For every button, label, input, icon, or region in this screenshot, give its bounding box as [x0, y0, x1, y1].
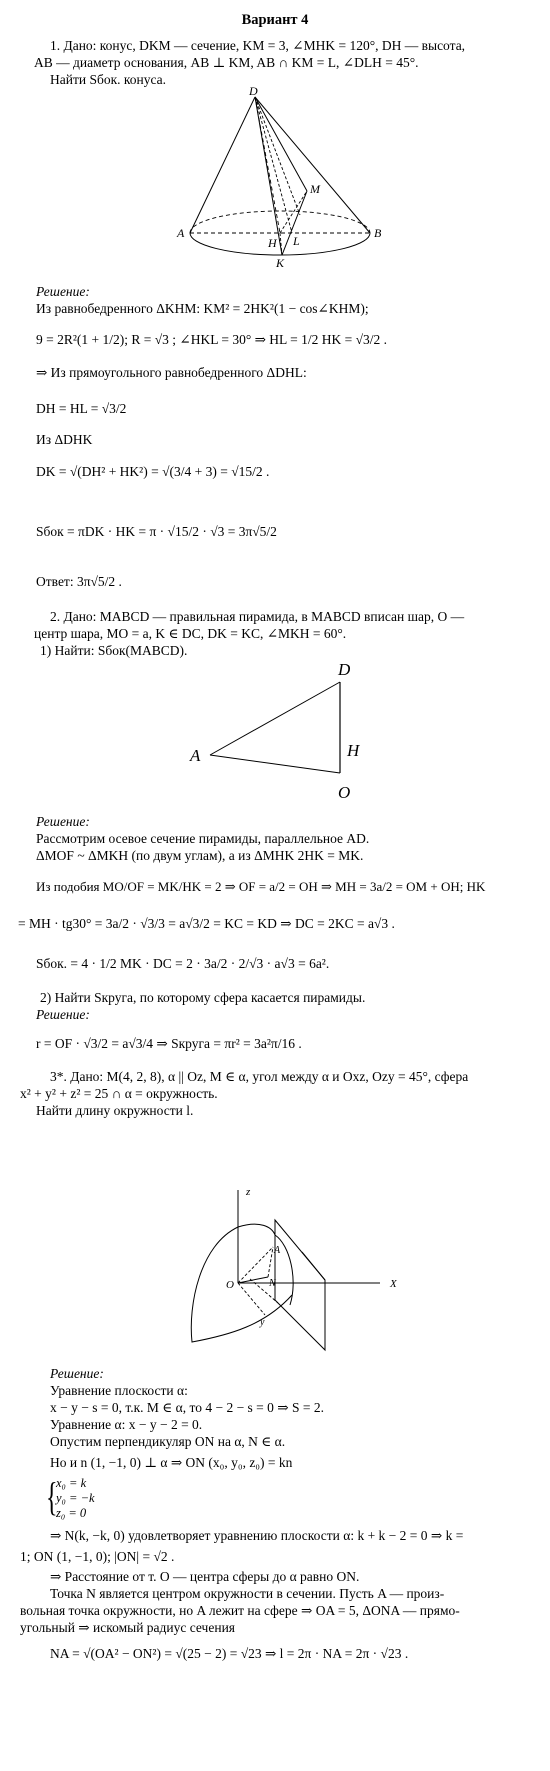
p1-sol-5: Из ΔDHK: [36, 432, 93, 447]
p3-label-x: X: [390, 1278, 397, 1290]
p1-sol-4: DH = HL = √3/2: [36, 401, 127, 416]
p3-sol-2: x − y − s = 0, т.к. M ∈ α, то 4 − 2 − s = 0 ⇒ S = 2.: [50, 1400, 324, 1415]
p3-sol-12: NA = √(OA² − ON²) = √(25 − 2) = √23 ⇒ l = 2π · NA = 2π · √23 .: [50, 1646, 409, 1661]
p1-sol-2: 9 = 2R²(1 + 1/2); R = √3 ; ∠HKL = 30° ⇒ HL = 1/2 HK = √3/2 .: [36, 332, 388, 347]
cone-figure: [150, 85, 410, 285]
p2-sol-4: = MH · tg30° = 3a/2 · √3/3 = a√3/2 = KC = KD ⇒ DC = 2KC = a√3 .: [18, 916, 395, 931]
p3-sol-8: ⇒ Расстояние от т. O — центра сферы до α равно ON.: [50, 1569, 360, 1584]
p2-given-line-3: 1) Найти: Sбок(MABCD).: [40, 643, 188, 658]
p1-label-h: H: [268, 236, 277, 250]
p2-label-d: D: [338, 660, 351, 679]
p3-sol-5: Но и n (1, −1, 0) ⊥ α ⇒ ON (x₀, y₀, z₀) = kn: [50, 1455, 293, 1470]
p2-label-h: H: [347, 741, 360, 760]
p1-sol-1: Из равнобедренного ΔKHM: KM² = 2HK²(1 − cos∠KHM);: [36, 301, 369, 316]
p3-sol-10: вольная точка окружности, но A лежит на сфере ⇒ OA = 5, ΔONA — прямо-: [20, 1603, 460, 1618]
p1-label-k: K: [276, 256, 285, 270]
p3-given-line-2: x² + y² + z² = 25 ∩ α = окружность.: [20, 1086, 218, 1101]
system-brace: {: [46, 1474, 58, 1519]
p1-label-m: M: [310, 182, 320, 196]
p1-sol-3: ⇒ Из прямоугольного равнобедренного ΔDHL:: [36, 365, 307, 380]
p3-sol-11: угольный ⇒ искомый радиус сечения: [20, 1620, 235, 1635]
p3-sol-9: Точка N является центром окружности в сечении. Пусть A — произ-: [50, 1586, 445, 1601]
p1-label-b: B: [374, 226, 382, 240]
p2-sol-1: Рассмотрим осевое сечение пирамиды, параллельное AD.: [36, 831, 370, 846]
p3-label-y: y: [260, 1317, 265, 1328]
p3-label-n: N: [269, 1278, 276, 1289]
p1-label-l: L: [293, 234, 300, 248]
p3-given-line-3: Найти длину окружности l.: [36, 1103, 194, 1118]
p3-sys-3: z₀ = 0: [56, 1506, 87, 1520]
p2-label-o: O: [338, 783, 351, 802]
p2-sol-3: Из подобия MO/OF = MK/HK = 2 ⇒ OF = a/2 = OH ⇒ MH = 3a/2 = OM + OH; HK: [36, 879, 486, 894]
p3-sol-7: 1; ON (1, −1, 0); |ON| = √2 .: [20, 1549, 175, 1564]
p3-sol-4: Опустим перпендикуляр ON на α, N ∈ α.: [50, 1434, 286, 1449]
p2-given-line-2: центр шара, MO = a, K ∈ DC, DK = KC, ∠MKH = 60°.: [34, 626, 347, 641]
p2-solution-heading: Решение:: [36, 814, 90, 829]
p1-label-d: D: [249, 84, 258, 98]
p2-sol-5: Sбок. = 4 · 1/2 MK · DC = 2 · 3a/2 · 2/√3 · a√3 = 6a².: [36, 956, 330, 971]
p1-answer: Ответ: 3π√5/2 .: [36, 574, 122, 589]
p1-solution-heading: Решение:: [36, 284, 90, 299]
p1-given-line-1: 1. Дано: конус, DKM — сечение, KM = 3, ∠MHK = 120°, DH — высота,: [50, 38, 466, 53]
p3-sys-2: y₀ = −k: [56, 1491, 95, 1505]
sphere-plane-figure: [190, 1185, 410, 1355]
p2-sol-2: ΔMOF ~ ΔMKH (по двум углам), а из ΔMHK 2HK = MK.: [36, 848, 364, 863]
pyramid-section-figure: [180, 655, 380, 815]
p1-sol-7: Sбок = πDK · HK = π · √15/2 · √3 = 3π√5/2: [36, 524, 277, 539]
p3-sol-3: Уравнение α: x − y − 2 = 0.: [50, 1417, 203, 1432]
p3-label-a: A: [274, 1245, 281, 1256]
p2-given-line-1: 2. Дано: MABCD — правильная пирамида, в MABCD вписан шар, O —: [50, 609, 465, 624]
p3-sol-1: Уравнение плоскости α:: [50, 1383, 188, 1398]
p2-label-a: A: [190, 746, 201, 765]
p1-given-line-2: AB — диаметр основания, AB ⊥ KM, AB ∩ KM = L, ∠DLH = 45°.: [34, 55, 419, 70]
p1-sol-6: DK = √(DH² + HK²) = √(3/4 + 3) = √15/2 .: [36, 464, 270, 479]
p1-given-line-3: Найти Sбок. конуса.: [50, 72, 167, 87]
p2-sol-8: r = OF · √3/2 = a√3/4 ⇒ Sкруга = πr² = 3a²π/16 .: [36, 1036, 302, 1051]
p3-given-line-1: 3*. Дано: M(4, 2, 8), α || Oz, M ∈ α, угол между α и Oxz, Ozy = 45°, сфера: [50, 1069, 469, 1084]
p3-label-o: O: [226, 1279, 234, 1291]
p3-label-z: z: [246, 1186, 251, 1198]
p3-solution-heading: Решение:: [50, 1366, 104, 1381]
p2-sol-6: 2) Найти Sкруга, по которому сфера касается пирамиды.: [40, 990, 366, 1005]
p3-sol-6: ⇒ N(k, −k, 0) удовлетворяет уравнению плоскости α: k + k − 2 = 0 ⇒ k =: [50, 1528, 464, 1543]
p2-sol-7: Решение:: [36, 1007, 90, 1022]
page-title: Вариант 4: [241, 12, 309, 28]
p3-sys-1: x₀ = k: [56, 1476, 87, 1490]
p1-label-a: A: [177, 226, 185, 240]
